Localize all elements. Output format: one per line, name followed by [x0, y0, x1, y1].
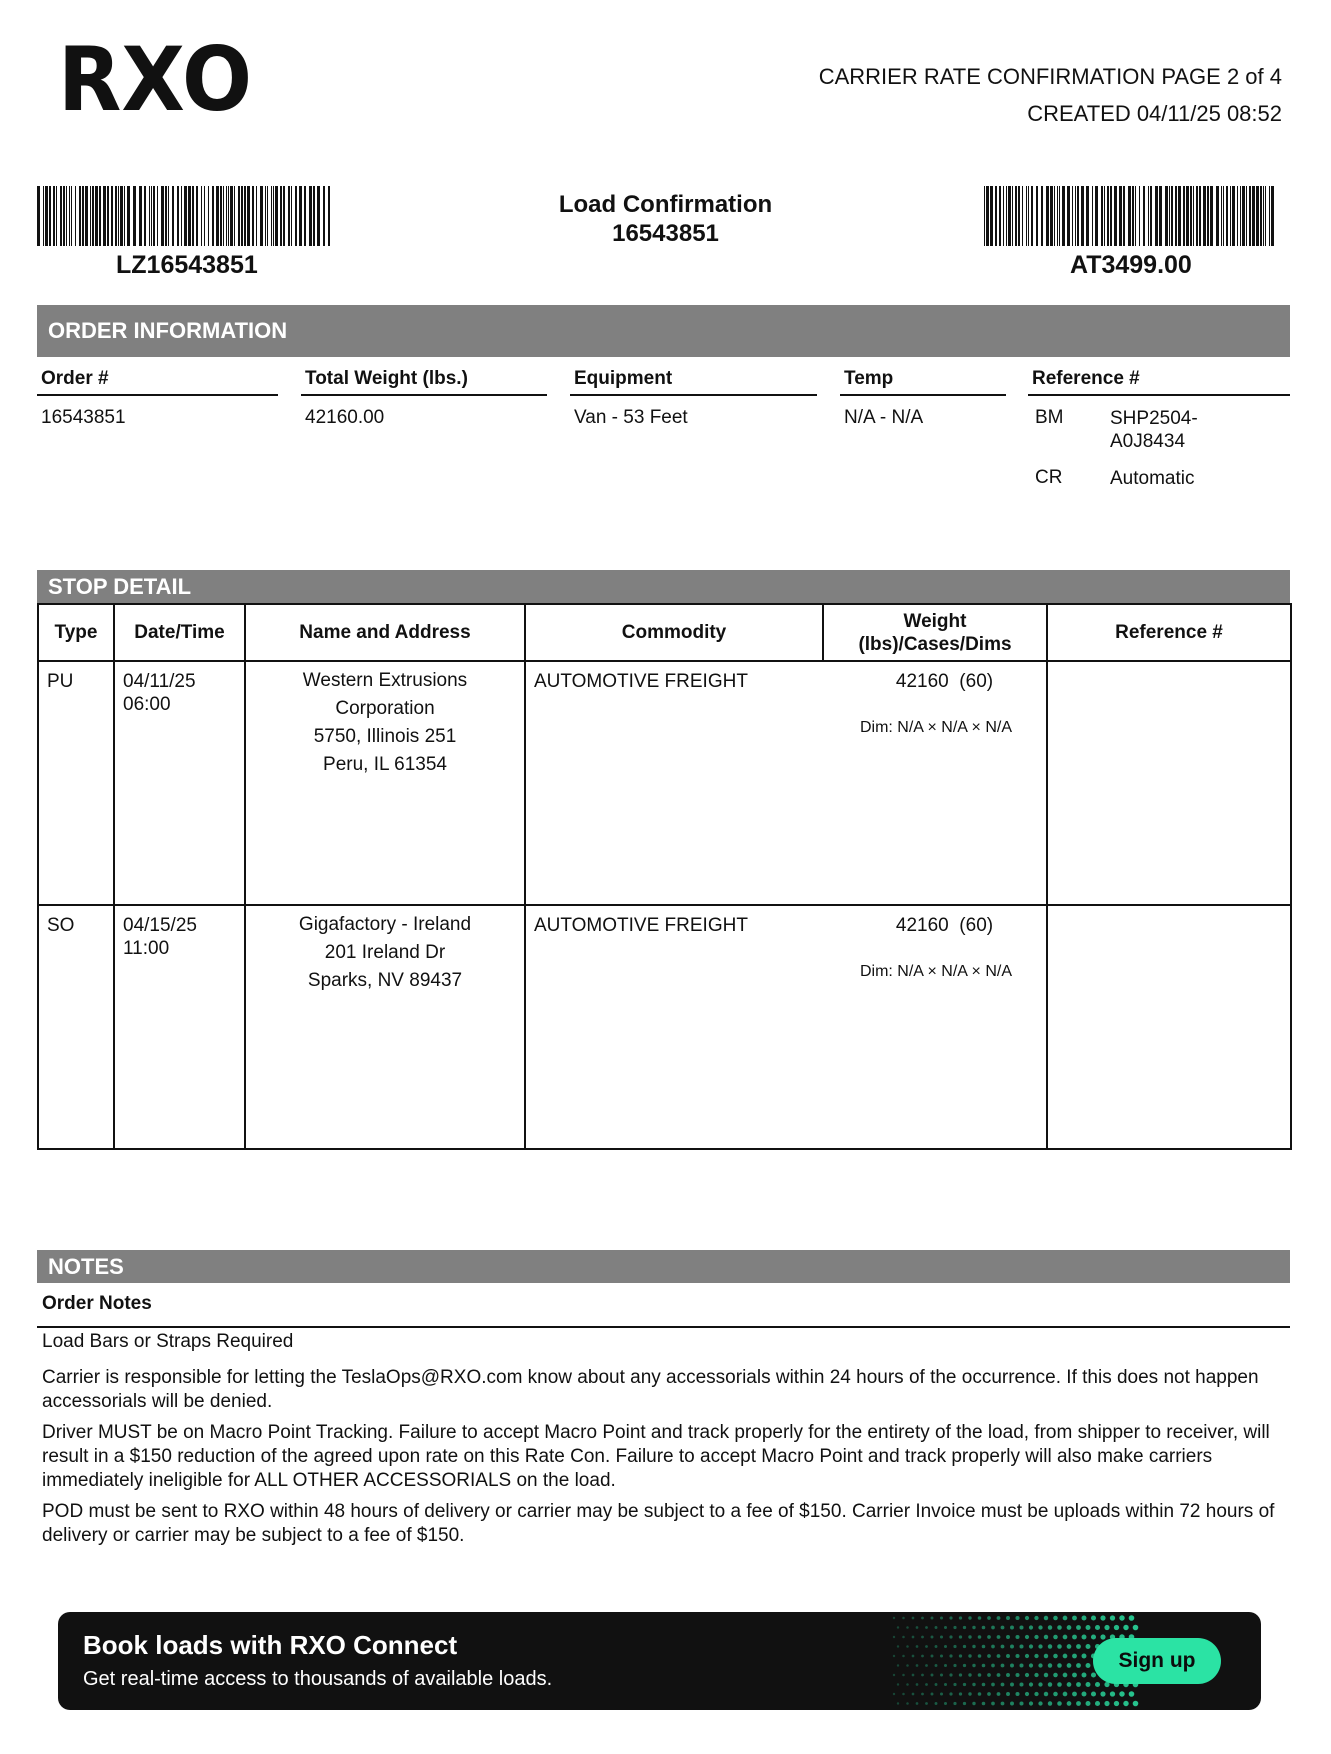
equipment-header: Equipment: [570, 368, 817, 396]
stop-date: 04/15/25: [123, 915, 197, 936]
stop-detail-header: STOP DETAIL: [37, 570, 1290, 603]
stop-commodity: AUTOMOTIVE FREIGHT: [525, 661, 823, 905]
stop-name: Western Extrusions Corporation: [302, 670, 468, 719]
stop-address-line2: Peru, IL 61354: [323, 754, 447, 775]
note-paragraph: POD must be sent to RXO within 48 hours of delivery or carrier may be subject to a fee of $150. Carrier Invoice must be uploads within 72 hours of delivery or carrier may be subject to a fee of $150.: [42, 1501, 1275, 1546]
order-information-header: ORDER INFORMATION: [37, 305, 1290, 357]
temp-header: Temp: [840, 368, 1006, 396]
stop-weight-value: 42160 (60): [895, 915, 994, 936]
reference-code: BM: [1035, 407, 1064, 428]
table-header-row: [38, 604, 1291, 661]
stop-datetime: [114, 905, 245, 1149]
total-weight-header: Total Weight (lbs.): [301, 368, 547, 396]
temp-value: N/A - N/A: [844, 407, 924, 428]
created-timestamp: CREATED 04/11/25 08:52: [1027, 101, 1282, 126]
stop-weight: [823, 905, 1047, 1149]
load-confirmation-number: 16543851: [612, 220, 719, 247]
name-address-column-header: Name and Address: [245, 604, 525, 661]
type-column-header: Type: [38, 604, 114, 661]
reference-value: SHP2504- A0J8434: [1110, 408, 1198, 452]
rxo-connect-banner[interactable]: [58, 1612, 1261, 1710]
commodity-column-header: Commodity: [525, 604, 823, 661]
stop-weight-value: 42160 (60): [895, 671, 994, 692]
table-row: [38, 905, 1291, 1149]
stop-weight: [823, 661, 1047, 905]
order-notes-subtitle: Order Notes: [42, 1293, 152, 1314]
stop-name-address: [245, 905, 525, 1149]
notes-divider: [37, 1326, 1290, 1328]
stop-dims: Dim: N/A × N/A × N/A: [859, 963, 1012, 980]
datetime-column-header: Date/Time: [114, 604, 245, 661]
note-paragraph: Load Bars or Straps Required: [42, 1331, 294, 1352]
order-number-value: 16543851: [41, 407, 126, 428]
banner-subtitle: Get real-time access to thousands of available loads.: [83, 1668, 553, 1690]
reference-code: CR: [1035, 467, 1063, 488]
stop-address-line1: 201 Ireland Dr: [324, 942, 446, 963]
stop-reference: [1047, 661, 1291, 905]
notes-header: NOTES: [37, 1250, 1290, 1283]
order-number-header: Order #: [37, 368, 278, 396]
barcode-left-label: LZ16543851: [116, 251, 258, 279]
stop-datetime: [114, 661, 245, 905]
stop-name-address: [245, 661, 525, 905]
total-weight-value: 42160.00: [305, 407, 385, 428]
stop-name: Gigafactory - Ireland: [298, 914, 472, 935]
reference-column-header: Reference #: [1047, 604, 1291, 661]
reference-value: Automatic: [1110, 468, 1195, 489]
note-paragraph: Driver MUST be on Macro Point Tracking. Failure to accept Macro Point and track properly for the entirety of the load, from shipper to receiver, will result in a $150 reduction of the agreed upon rate on this Rate Con. Failure to accept Macro Point and track properly will also make carriers immediately ineligible for ALL OTHER ACCESSORIALS on the load.: [42, 1422, 1270, 1491]
stop-commodity: AUTOMOTIVE FREIGHT: [525, 905, 823, 1149]
sign-up-button[interactable]: Sign up: [1093, 1638, 1221, 1684]
svg-text:RXO: RXO: [58, 40, 252, 116]
note-paragraph: Carrier is responsible for letting the TeslaOps@RXO.com know about any accessorials within 24 hours of the occurrence. If this does not happen accessorials will be denied.: [42, 1367, 1259, 1412]
reference-header: Reference #: [1028, 368, 1290, 396]
stop-dims: Dim: N/A × N/A × N/A: [859, 719, 1012, 736]
weight-column-header: Weight (lbs)/Cases/Dims: [823, 604, 1047, 661]
equipment-value: Van - 53 Feet: [574, 407, 688, 428]
stop-date: 04/11/25: [123, 671, 196, 692]
stop-type: SO: [38, 905, 114, 1149]
barcode-right-label: AT3499.00: [1070, 251, 1192, 279]
stop-time: 06:00: [123, 694, 171, 715]
document-title: CARRIER RATE CONFIRMATION PAGE 2 of 4: [818, 64, 1282, 89]
stop-type: PU: [38, 661, 114, 905]
rxo-logo: [58, 40, 254, 116]
stop-address-line1: 5750, Illinois 251: [313, 726, 457, 747]
table-row: [38, 661, 1291, 905]
stop-time: 11:00: [123, 938, 170, 959]
banner-title: Book loads with RXO Connect: [83, 1630, 458, 1660]
load-confirmation-title: Load Confirmation: [558, 191, 773, 218]
stop-detail-table: [37, 603, 1292, 1150]
stop-reference: [1047, 905, 1291, 1149]
stop-address-line2: Sparks, NV 89437: [307, 970, 463, 991]
